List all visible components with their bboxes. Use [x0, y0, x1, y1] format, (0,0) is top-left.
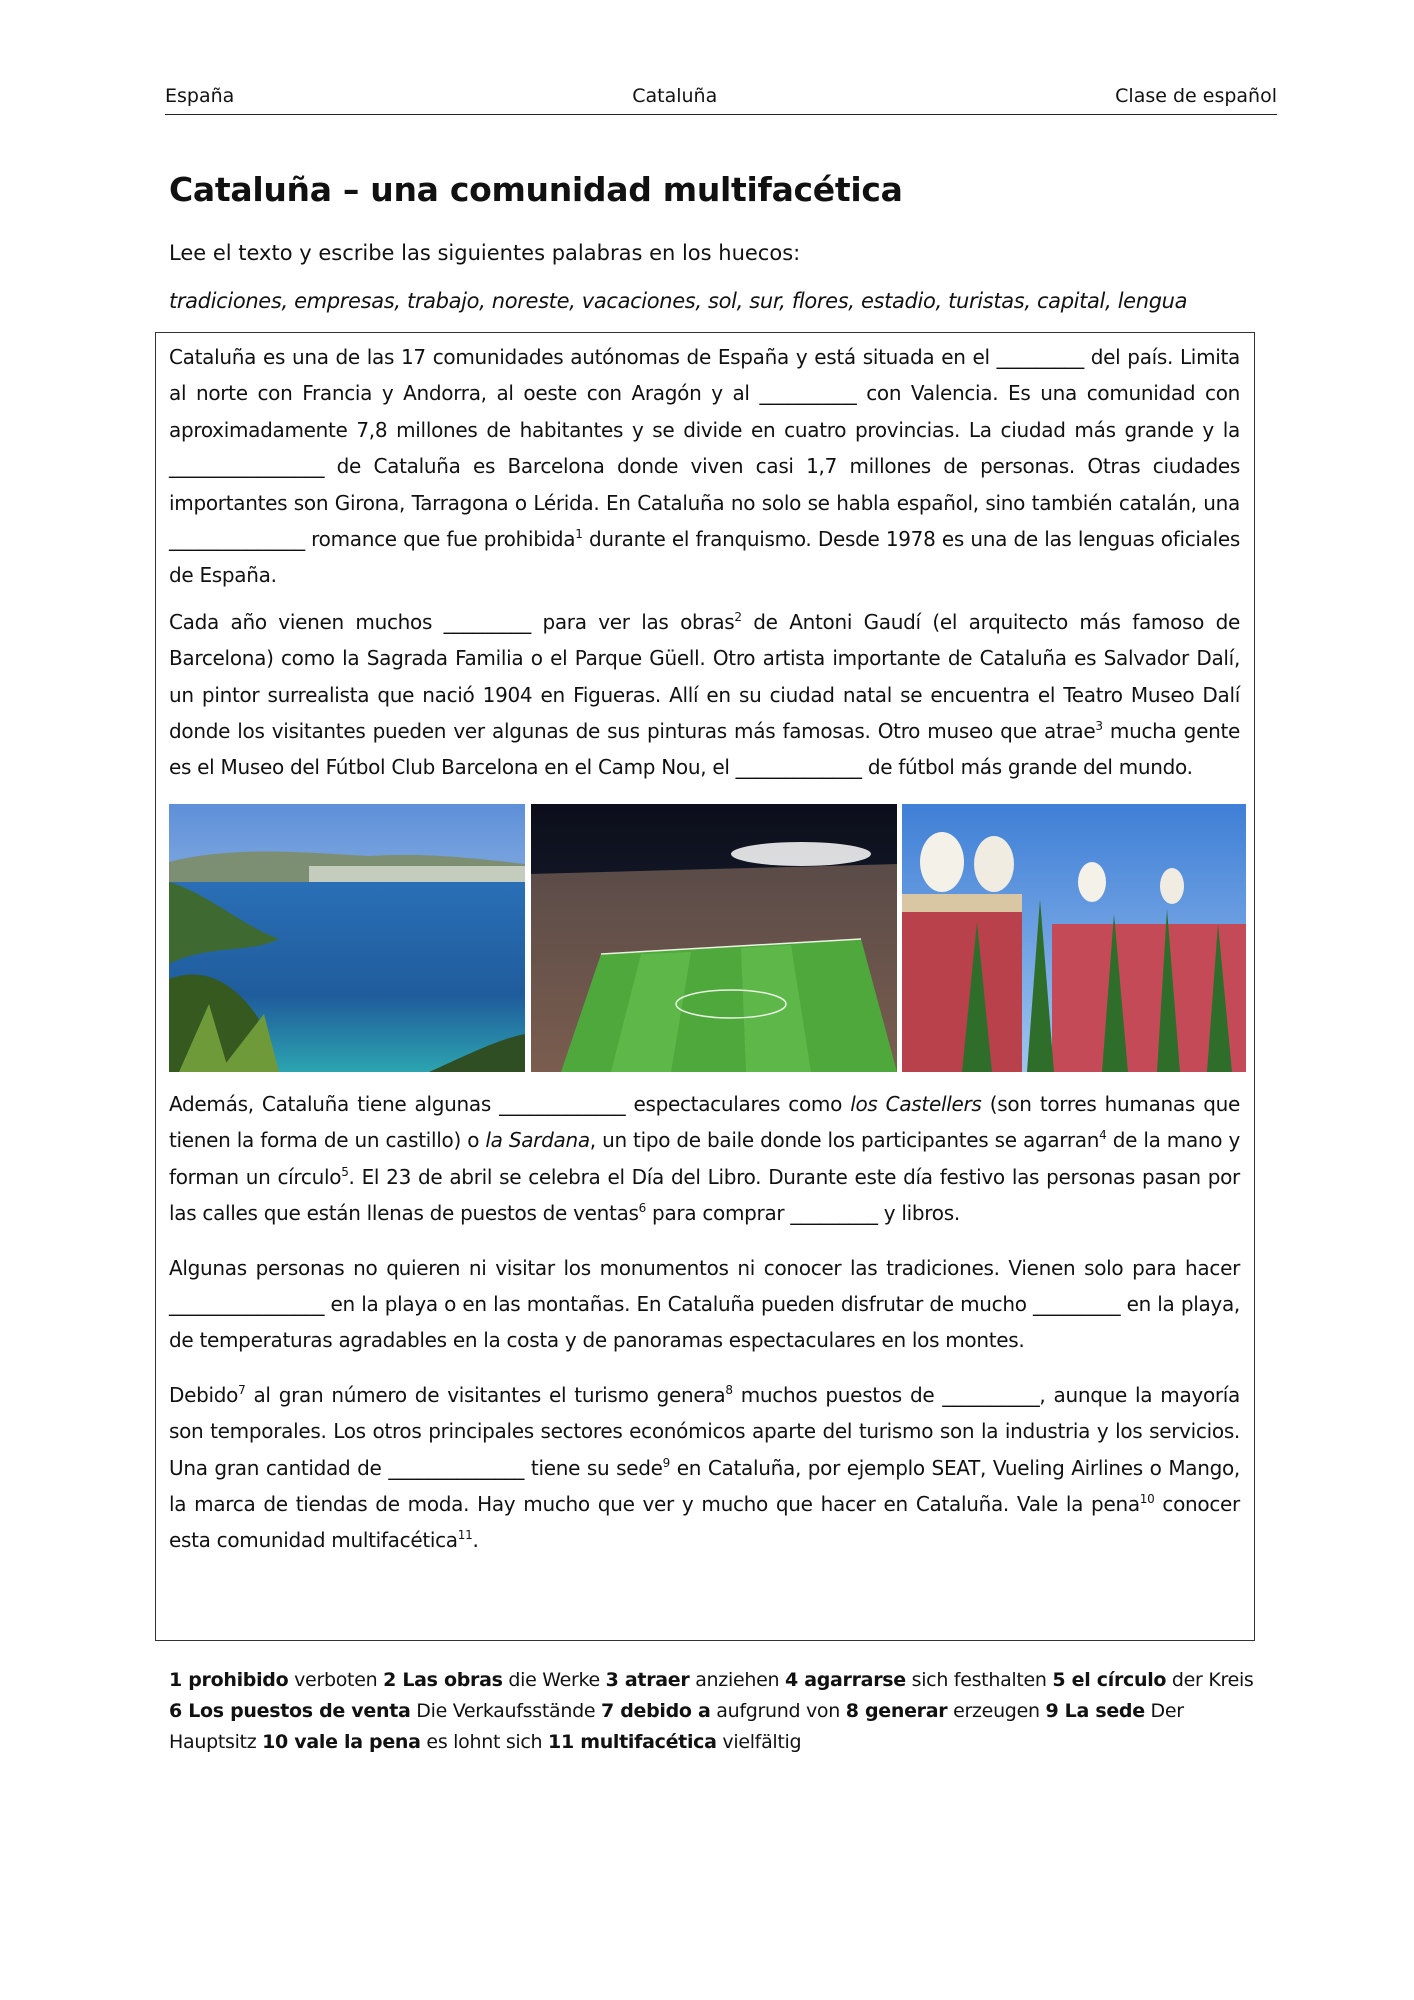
- text-span: para ver las obras: [530, 609, 735, 634]
- glossary-meaning: es lohnt sich: [420, 1731, 549, 1753]
- gap-blank-3[interactable]: ________________: [169, 454, 325, 479]
- glossary-term: 2 Las obras: [383, 1669, 503, 1691]
- gap-blank-5[interactable]: _________: [443, 609, 531, 634]
- text-span: durante el franquismo. Desde 1978 es una de las lenguas oficiales de España.: [169, 527, 1240, 588]
- header-left: España: [165, 85, 235, 107]
- coastal-bay-photo: [169, 804, 525, 1072]
- text-span: .: [472, 1528, 479, 1553]
- text-span: al gran número de visitantes el turismo genera: [245, 1382, 726, 1407]
- text-span: Además, Cataluña tiene algunas: [169, 1091, 500, 1116]
- gap-blank-1[interactable]: _________: [996, 345, 1084, 369]
- text-span: muchos puestos de: [732, 1382, 943, 1407]
- gap-blank-7[interactable]: _____________: [499, 1091, 626, 1116]
- text-span: de fútbol más grande del mundo.: [861, 755, 1193, 780]
- glossary-meaning: erzeugen: [947, 1700, 1046, 1722]
- footnote-marker-11: 11: [457, 1528, 473, 1543]
- gap-blank-12[interactable]: ______________: [388, 1455, 525, 1480]
- text-span: Cada año vienen muchos: [169, 609, 444, 634]
- glossary-meaning: sich festhalten: [905, 1669, 1053, 1691]
- glossary-meaning: Der Hauptsitz: [169, 1700, 1184, 1753]
- gap-blank-11[interactable]: __________: [942, 1382, 1040, 1407]
- glossary-term: 11 multifacética: [548, 1731, 717, 1753]
- page-header: [165, 84, 1277, 115]
- text-span: del país. Limita al norte con Francia y Andorra, al oeste con Aragón y al: [169, 345, 1240, 406]
- text-span: mucha gente es el Museo del Fútbol Club Barcelona en el Camp Nou, el: [169, 719, 1240, 780]
- paragraph-3: [169, 1086, 1240, 1232]
- glossary-term: 4 agarrarse: [784, 1669, 906, 1691]
- text-span: romance que fue prohibida: [304, 527, 576, 552]
- glossary-term: 8 generar: [845, 1700, 948, 1722]
- text-span: tiene su sede: [524, 1455, 663, 1480]
- glossary-term: 9 La sede: [1045, 1700, 1145, 1722]
- vocabulary-glossary: [169, 1665, 1269, 1758]
- footnote-marker-2: 2: [734, 609, 742, 624]
- text-span: Cataluña es una de las 17 comunidades autónomas de España y está situada en el: [169, 345, 997, 369]
- term-castellers: los Castellers: [850, 1091, 982, 1116]
- text-span: de la mano y forman un círculo: [169, 1128, 1240, 1189]
- footnote-marker-5: 5: [341, 1164, 349, 1179]
- glossary-term: 6 Los puestos de venta: [169, 1700, 411, 1722]
- exercise-instruction: Lee el texto y escribe las siguientes palabras en los huecos:: [169, 241, 801, 265]
- gap-blank-10[interactable]: _________: [1032, 1291, 1121, 1316]
- glossary-meaning: der Kreis: [1166, 1669, 1254, 1691]
- gap-blank-9[interactable]: ________________: [169, 1291, 325, 1316]
- footnote-marker-9: 9: [662, 1455, 670, 1470]
- glossary-term: 10 vale la pena: [262, 1731, 421, 1753]
- gap-blank-6[interactable]: _____________: [735, 755, 862, 780]
- page-title: Cataluña – una comunidad multifacética: [169, 170, 903, 209]
- gap-blank-4[interactable]: ______________: [169, 527, 305, 552]
- text-span: para comprar: [646, 1201, 791, 1226]
- text-span: en la playa o en las montañas. En Cataluña pueden disfrutar de mucho: [324, 1291, 1033, 1316]
- photo-strip: [169, 804, 1240, 1072]
- glossary-meaning: Die Verkaufsstände: [410, 1700, 601, 1722]
- glossary-meaning: vielfältig: [716, 1731, 802, 1753]
- glossary-term: 1 prohibido: [169, 1669, 289, 1691]
- paragraph-2: [169, 604, 1240, 786]
- paragraph-4: [169, 1250, 1240, 1359]
- footnote-marker-10: 10: [1139, 1491, 1155, 1506]
- glossary-term: 7 debido a: [600, 1700, 711, 1722]
- glossary-term: 3 atraer: [605, 1669, 690, 1691]
- football-stadium-photo: [531, 804, 897, 1072]
- glossary-meaning: anziehen: [689, 1669, 785, 1691]
- text-span: conocer esta comunidad multifacética: [169, 1491, 1240, 1553]
- text-span: . El 23 de abril se celebra el Día del Libro. Durante este día festivo las personas pasan por las calles que están llenas de puestos de ventas: [169, 1164, 1240, 1226]
- text-span: (son torres humanas que tienen la forma de un castillo) o: [169, 1091, 1240, 1153]
- text-span: en la playa, de temperaturas agradables en la costa y de panoramas espectaculares en los montes.: [169, 1291, 1240, 1353]
- dali-theatre-museum-photo: [902, 804, 1246, 1072]
- glossary-term: 5 el círculo: [1052, 1669, 1167, 1691]
- text-span: y libros.: [877, 1201, 960, 1226]
- footnote-marker-6: 6: [638, 1201, 646, 1216]
- text-span: con Valencia. Es una comunidad con aproximadamente 7,8 millones de habitantes y se divide en cuatro provincias. La ciudad más grande y la: [169, 381, 1241, 442]
- text-span: de Antoni Gaudí (el arquitecto más famoso de Barcelona) como la Sagrada Familia o el Parque Güell. Otro artista importante de Cataluña es Salvador Dalí, un pintor surrealista que nació 1904 en Figueras. Allí en su ciudad natal se encuentra el Teatro Museo Dalí donde los visitantes pueden ver algunas de sus pinturas más famosas. Otro museo que atrae: [169, 609, 1241, 744]
- header-right: Clase de español: [1115, 85, 1277, 107]
- gap-blank-2[interactable]: __________: [759, 381, 857, 406]
- glossary-meaning: aufgrund von: [710, 1700, 846, 1722]
- paragraph-5: [169, 1377, 1240, 1559]
- header-center: Cataluña: [632, 85, 718, 107]
- text-span: Debido: [169, 1382, 239, 1407]
- glossary-meaning: die Werke: [502, 1669, 606, 1691]
- footnote-marker-4: 4: [1099, 1128, 1107, 1143]
- text-span: de Cataluña es Barcelona donde viven casi 1,7 millones de personas. Otras ciudades importantes son Girona, Tarragona o Lérida. En Cataluña no solo se habla español, sino también catalán, una: [169, 454, 1240, 515]
- paragraph-1: [169, 339, 1240, 594]
- text-span: , un tipo de baile donde los participantes se agarran: [589, 1128, 1100, 1153]
- glossary-meaning: verboten: [288, 1669, 384, 1691]
- footnote-marker-7: 7: [238, 1382, 246, 1397]
- text-span: en Cataluña, por ejemplo SEAT, Vueling Airlines o Mango, la marca de tiendas de moda. Hay mucho que ver y mucho que hacer en Cataluña. Vale la pena: [169, 1455, 1240, 1516]
- text-span: espectaculares como: [625, 1091, 851, 1116]
- footnote-marker-3: 3: [1095, 719, 1103, 734]
- reading-text-box: [155, 332, 1255, 1641]
- text-span: , aunque la mayoría son temporales. Los otros principales sectores económicos aparte del turismo son la industria y los servicios. Una gran cantidad de: [169, 1382, 1241, 1480]
- text-span: Algunas personas no quieren ni visitar los monumentos ni conocer las tradiciones. Vienen solo para hacer: [169, 1255, 1240, 1280]
- term-sardana: la Sardana: [485, 1128, 590, 1153]
- footnote-marker-1: 1: [575, 527, 583, 542]
- word-bank: tradiciones, empresas, trabajo, noreste, vacaciones, sol, sur, flores, estadio, turistas, capital, lengua: [169, 289, 1188, 313]
- footnote-marker-8: 8: [725, 1382, 733, 1397]
- gap-blank-8[interactable]: _________: [790, 1201, 878, 1226]
